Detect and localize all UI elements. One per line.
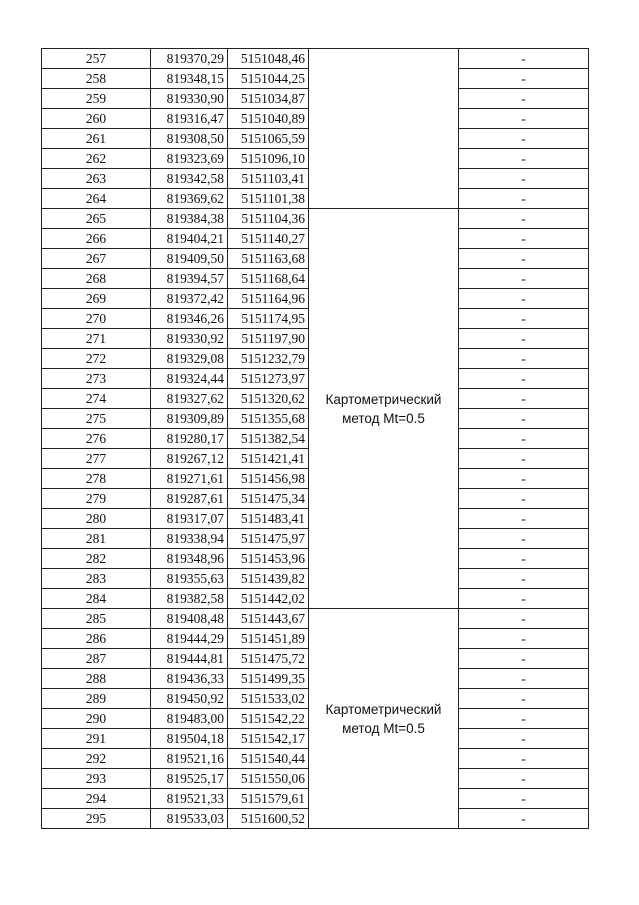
y-coordinate-cell: 5151104,36 [228,209,309,229]
x-coordinate-cell: 819308,50 [151,129,228,149]
table-row [42,609,589,629]
table-body [42,49,589,829]
point-number-cell: 285 [42,609,151,629]
y-coordinate-cell: 5151579,61 [228,789,309,809]
x-coordinate-cell: 819450,92 [151,689,228,709]
y-coordinate-cell: 5151550,06 [228,769,309,789]
point-number-cell: 282 [42,549,151,569]
x-coordinate-cell: 819384,38 [151,209,228,229]
x-coordinate-cell: 819329,08 [151,349,228,369]
x-coordinate-cell: 819369,62 [151,189,228,209]
x-coordinate-cell: 819370,29 [151,49,228,69]
x-coordinate-cell: 819330,90 [151,89,228,109]
mark-cell: - [459,749,589,769]
point-number-cell: 265 [42,209,151,229]
mark-cell: - [459,369,589,389]
point-number-cell: 263 [42,169,151,189]
y-coordinate-cell: 5151096,10 [228,149,309,169]
x-coordinate-cell: 819444,29 [151,629,228,649]
x-coordinate-cell: 819280,17 [151,429,228,449]
method-cell [309,609,459,829]
method-cell [309,209,459,609]
x-coordinate-cell: 819348,15 [151,69,228,89]
y-coordinate-cell: 5151483,41 [228,509,309,529]
mark-cell: - [459,789,589,809]
mark-cell: - [459,249,589,269]
x-coordinate-cell: 819330,92 [151,329,228,349]
point-number-cell: 259 [42,89,151,109]
x-coordinate-cell: 819408,48 [151,609,228,629]
point-number-cell: 281 [42,529,151,549]
point-number-cell: 289 [42,689,151,709]
point-number-cell: 283 [42,569,151,589]
mark-cell: - [459,629,589,649]
x-coordinate-cell: 819525,17 [151,769,228,789]
x-coordinate-cell: 819316,47 [151,109,228,129]
y-coordinate-cell: 5151456,98 [228,469,309,489]
x-coordinate-cell: 819521,33 [151,789,228,809]
mark-cell: - [459,349,589,369]
y-coordinate-cell: 5151382,54 [228,429,309,449]
point-number-cell: 270 [42,309,151,329]
y-coordinate-cell: 5151273,97 [228,369,309,389]
y-coordinate-cell: 5151163,68 [228,249,309,269]
method-text: метод Mt=0.5 [342,410,425,426]
mark-cell: - [459,109,589,129]
y-coordinate-cell: 5151442,02 [228,589,309,609]
mark-cell: - [459,609,589,629]
point-number-cell: 258 [42,69,151,89]
y-coordinate-cell: 5151065,59 [228,129,309,149]
x-coordinate-cell: 819348,96 [151,549,228,569]
mark-cell: - [459,809,589,829]
x-coordinate-cell: 819444,81 [151,649,228,669]
mark-cell: - [459,589,589,609]
x-coordinate-cell: 819409,50 [151,249,228,269]
x-coordinate-cell: 819327,62 [151,389,228,409]
mark-cell: - [459,649,589,669]
y-coordinate-cell: 5151355,68 [228,409,309,429]
point-number-cell: 277 [42,449,151,469]
mark-cell: - [459,729,589,749]
y-coordinate-cell: 5151451,89 [228,629,309,649]
y-coordinate-cell: 5151540,44 [228,749,309,769]
x-coordinate-cell: 819436,33 [151,669,228,689]
mark-cell: - [459,529,589,549]
point-number-cell: 286 [42,629,151,649]
mark-cell: - [459,569,589,589]
mark-cell: - [459,409,589,429]
x-coordinate-cell: 819267,12 [151,449,228,469]
method-text: Картометрический [325,701,442,717]
y-coordinate-cell: 5151542,17 [228,729,309,749]
mark-cell: - [459,169,589,189]
mark-cell: - [459,709,589,729]
mark-cell: - [459,489,589,509]
y-coordinate-cell: 5151101,38 [228,189,309,209]
mark-cell: - [459,209,589,229]
x-coordinate-cell: 819309,89 [151,409,228,429]
mark-cell: - [459,89,589,109]
mark-cell: - [459,129,589,149]
y-coordinate-cell: 5151320,62 [228,389,309,409]
y-coordinate-cell: 5151040,89 [228,109,309,129]
y-coordinate-cell: 5151475,34 [228,489,309,509]
y-coordinate-cell: 5151600,52 [228,809,309,829]
point-number-cell: 290 [42,709,151,729]
point-number-cell: 291 [42,729,151,749]
point-number-cell: 276 [42,429,151,449]
y-coordinate-cell: 5151439,82 [228,569,309,589]
method-text: метод Mt=0.5 [342,720,425,736]
table-row [42,209,589,229]
mark-cell: - [459,69,589,89]
x-coordinate-cell: 819382,58 [151,589,228,609]
point-number-cell: 257 [42,49,151,69]
x-coordinate-cell: 819346,26 [151,309,228,329]
point-number-cell: 262 [42,149,151,169]
y-coordinate-cell: 5151168,64 [228,269,309,289]
x-coordinate-cell: 819355,63 [151,569,228,589]
point-number-cell: 294 [42,789,151,809]
x-coordinate-cell: 819504,18 [151,729,228,749]
mark-cell: - [459,229,589,249]
y-coordinate-cell: 5151232,79 [228,349,309,369]
mark-cell: - [459,269,589,289]
x-coordinate-cell: 819483,00 [151,709,228,729]
x-coordinate-cell: 819323,69 [151,149,228,169]
y-coordinate-cell: 5151048,46 [228,49,309,69]
x-coordinate-cell: 819287,61 [151,489,228,509]
mark-cell: - [459,329,589,349]
point-number-cell: 264 [42,189,151,209]
y-coordinate-cell: 5151542,22 [228,709,309,729]
mark-cell: - [459,189,589,209]
mark-cell: - [459,769,589,789]
point-number-cell: 284 [42,589,151,609]
y-coordinate-cell: 5151475,97 [228,529,309,549]
point-number-cell: 278 [42,469,151,489]
point-number-cell: 269 [42,289,151,309]
point-number-cell: 279 [42,489,151,509]
point-number-cell: 268 [42,269,151,289]
x-coordinate-cell: 819404,21 [151,229,228,249]
y-coordinate-cell: 5151499,35 [228,669,309,689]
mark-cell: - [459,149,589,169]
method-text: Картометрический [325,391,442,407]
y-coordinate-cell: 5151533,02 [228,689,309,709]
y-coordinate-cell: 5151174,95 [228,309,309,329]
point-number-cell: 260 [42,109,151,129]
x-coordinate-cell: 819338,94 [151,529,228,549]
x-coordinate-cell: 819394,57 [151,269,228,289]
point-number-cell: 287 [42,649,151,669]
mark-cell: - [459,449,589,469]
mark-cell: - [459,689,589,709]
point-number-cell: 280 [42,509,151,529]
mark-cell: - [459,49,589,69]
y-coordinate-cell: 5151103,41 [228,169,309,189]
point-number-cell: 273 [42,369,151,389]
y-coordinate-cell: 5151443,67 [228,609,309,629]
mark-cell: - [459,389,589,409]
point-number-cell: 261 [42,129,151,149]
point-number-cell: 274 [42,389,151,409]
method-cell [309,49,459,209]
point-number-cell: 267 [42,249,151,269]
point-number-cell: 266 [42,229,151,249]
table-row [42,49,589,69]
mark-cell: - [459,309,589,329]
y-coordinate-cell: 5151421,41 [228,449,309,469]
point-number-cell: 288 [42,669,151,689]
mark-cell: - [459,549,589,569]
x-coordinate-cell: 819271,61 [151,469,228,489]
y-coordinate-cell: 5151044,25 [228,69,309,89]
y-coordinate-cell: 5151475,72 [228,649,309,669]
x-coordinate-cell: 819324,44 [151,369,228,389]
point-number-cell: 293 [42,769,151,789]
x-coordinate-cell: 819533,03 [151,809,228,829]
point-number-cell: 292 [42,749,151,769]
x-coordinate-cell: 819372,42 [151,289,228,309]
mark-cell: - [459,509,589,529]
point-number-cell: 275 [42,409,151,429]
coordinates-table [41,48,589,829]
point-number-cell: 295 [42,809,151,829]
x-coordinate-cell: 819317,07 [151,509,228,529]
point-number-cell: 271 [42,329,151,349]
mark-cell: - [459,429,589,449]
mark-cell: - [459,669,589,689]
x-coordinate-cell: 819521,16 [151,749,228,769]
y-coordinate-cell: 5151140,27 [228,229,309,249]
y-coordinate-cell: 5151164,96 [228,289,309,309]
mark-cell: - [459,469,589,489]
point-number-cell: 272 [42,349,151,369]
y-coordinate-cell: 5151197,90 [228,329,309,349]
y-coordinate-cell: 5151034,87 [228,89,309,109]
x-coordinate-cell: 819342,58 [151,169,228,189]
mark-cell: - [459,289,589,309]
y-coordinate-cell: 5151453,96 [228,549,309,569]
